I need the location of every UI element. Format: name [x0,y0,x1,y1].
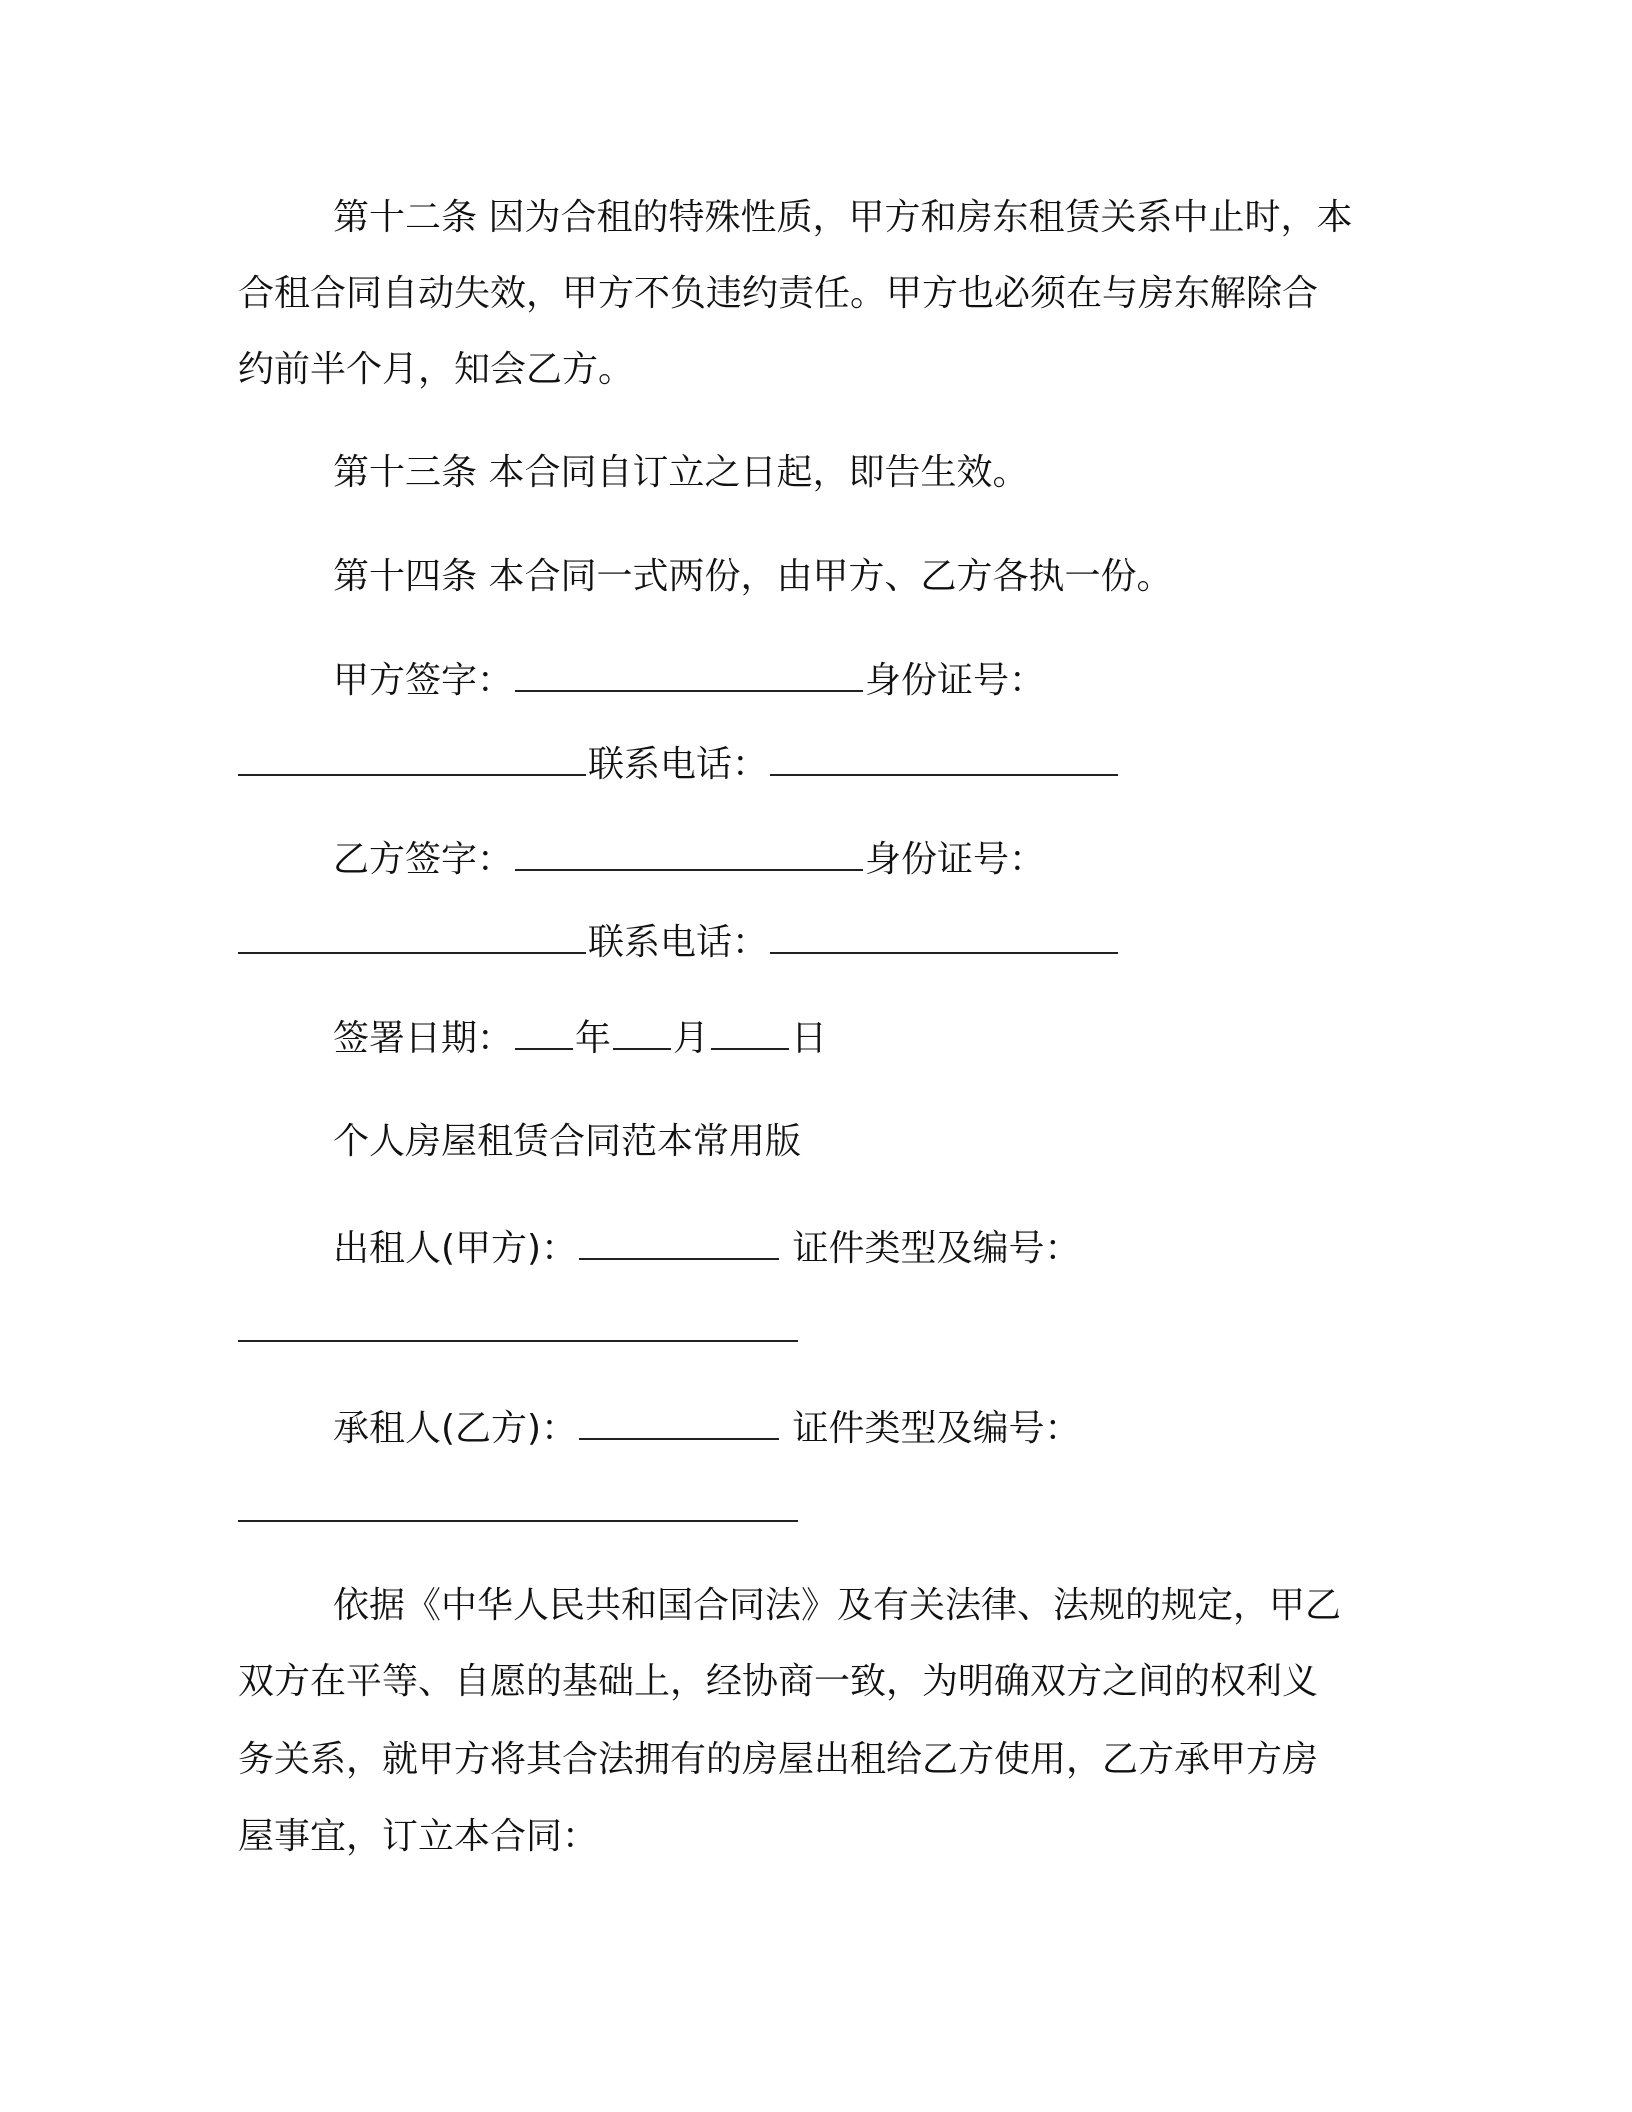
lessor-row [333,1226,1382,1271]
preamble-line-4: 屋事宜，订立本合同： [238,1816,599,1857]
party-b-phone-row [238,920,1382,965]
day-label: 日 [791,1018,828,1059]
party-b-phone-blank[interactable] [770,920,1118,954]
lessor-label: 出租人(甲方)： [333,1228,578,1269]
lessor-name-blank[interactable] [579,1226,779,1260]
party-a-phone-label: 联系电话： [588,744,769,785]
sign-date-label: 签署日期： [333,1018,514,1059]
party-b-sign-row [333,837,1382,882]
party-a-sign-row [333,658,1382,703]
party-b-id-blank[interactable] [238,920,586,954]
lessor-cert-label: 证件类型及编号： [792,1228,1081,1269]
lessor-cert-blank[interactable] [238,1308,798,1342]
lessee-cert-label: 证件类型及编号： [792,1408,1081,1449]
lessor-cert-row [238,1308,1382,1353]
clause-12-line-2: 合租合同自动失效，甲方不负违约责任。甲方也必须在与房东解除合 [238,273,1319,314]
party-b-sign-label: 乙方签字： [333,839,514,880]
party-a-sign-blank[interactable] [515,658,863,692]
month-blank[interactable] [613,1016,671,1050]
party-a-id-label: 身份证号： [865,660,1046,701]
party-a-phone-blank[interactable] [770,742,1118,776]
preamble-line-1: 依据《中华人民共和国合同法》及有关法律、法规的规定，甲乙 [333,1585,1342,1626]
lessee-name-blank[interactable] [579,1406,779,1440]
clause-12-line-1: 第十二条 因为合租的特殊性质，甲方和房东租赁关系中止时，本 [333,197,1353,238]
party-b-phone-label: 联系电话： [588,922,769,963]
year-blank[interactable] [515,1016,573,1050]
party-b-sign-blank[interactable] [515,837,863,871]
second-contract-title: 个人房屋租赁合同范本常用版 [333,1121,802,1162]
party-a-sign-label: 甲方签字： [333,660,514,701]
month-label: 月 [673,1018,710,1059]
clause-13: 第十三条 本合同自订立之日起，即告生效。 [333,452,1029,493]
clause-14: 第十四条 本合同一式两份，由甲方、乙方各执一份。 [333,556,1173,597]
clause-12-line-3: 约前半个月，知会乙方。 [238,349,635,390]
sign-date-row [333,1016,1382,1061]
lessee-cert-row [238,1488,1382,1533]
lessee-label: 承租人(乙方)： [333,1408,578,1449]
preamble-line-2: 双方在平等、自愿的基础上，经协商一致，为明确双方之间的权利义 [238,1661,1319,1702]
preamble-line-3: 务关系，就甲方将其合法拥有的房屋出租给乙方使用，乙方承甲方房 [238,1739,1319,1780]
year-label: 年 [575,1018,612,1059]
day-blank[interactable] [711,1016,789,1050]
party-b-id-label: 身份证号： [865,839,1046,880]
lessee-row [333,1406,1382,1451]
party-a-phone-row [238,742,1382,787]
lessee-cert-blank[interactable] [238,1488,798,1522]
party-a-id-blank[interactable] [238,742,586,776]
